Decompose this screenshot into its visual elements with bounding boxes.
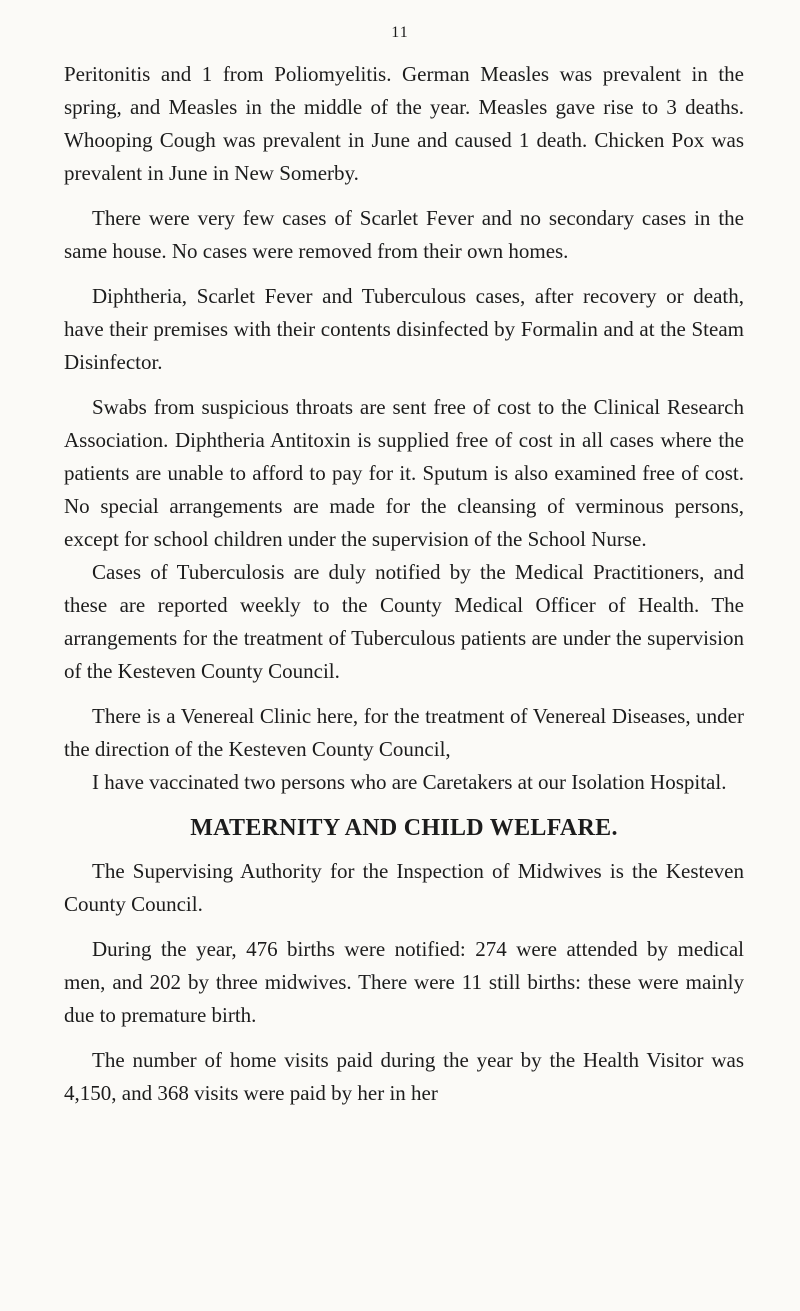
paragraph-swabs: Swabs from suspicious throats are sent free of cost to the Clinical Research Association. Diphtheria Antitoxin is supplied free of cost in all cases where the patients are unable to afford to pay for it. Sputum is also examined free of cost. No special arrangements are made for the cleansing of verminous persons, except for school children under the supervision of the School Nurse. — [64, 395, 744, 551]
paragraph-births: During the year, 476 births were notified: 274 were attended by medical men, and 202 by three midwives. There were 11 still births: these were mainly due to premature birth. — [64, 937, 744, 1027]
paragraph-continuation: Peritonitis and 1 from Poliomyelitis. German Measles was prevalent in the spring, and Measles in the middle of the year. Measles gave rise to 3 deaths. Whooping Cough was prevalent in June and caused 1 death. Chicken Pox was prevalent in June in New Somerby. — [64, 62, 744, 185]
page-number: 11 — [391, 24, 409, 41]
paragraph-tuberculosis: Cases of Tuberculosis are duly notified by the Medical Practitioners, and these are reported weekly to the County Medical Officer of Health. The arrangements for the treatment of Tuberculous patients are under the supervision of the Kesteven County Council. — [64, 560, 744, 683]
paragraph-supervising-authority: The Supervising Authority for the Inspection of Midwives is the Kesteven County Council. — [64, 859, 744, 916]
paragraph-home-visits: The number of home visits paid during the year by the Health Visitor was 4,150, and 368 visits were paid by her in her — [64, 1048, 744, 1105]
paragraph-vaccination: I have vaccinated two persons who are Caretakers at our Isolation Hospital. — [92, 770, 727, 794]
body-text — [64, 58, 744, 1122]
paragraph-scarlet-fever: There were very few cases of Scarlet Fever and no secondary cases in the same house. No cases were removed from their own homes. — [64, 206, 744, 263]
paragraph-venereal-clinic: There is a Venereal Clinic here, for the treatment of Venereal Diseases, under the direction of the Kesteven County Council, — [64, 704, 744, 761]
section-heading: MATERNITY AND CHILD WELFARE. — [190, 815, 618, 841]
paragraph-disinfection: Diphtheria, Scarlet Fever and Tuberculous cases, after recovery or death, have their premises with their contents disinfected by Formalin and at the Steam Disinfector. — [64, 284, 744, 374]
